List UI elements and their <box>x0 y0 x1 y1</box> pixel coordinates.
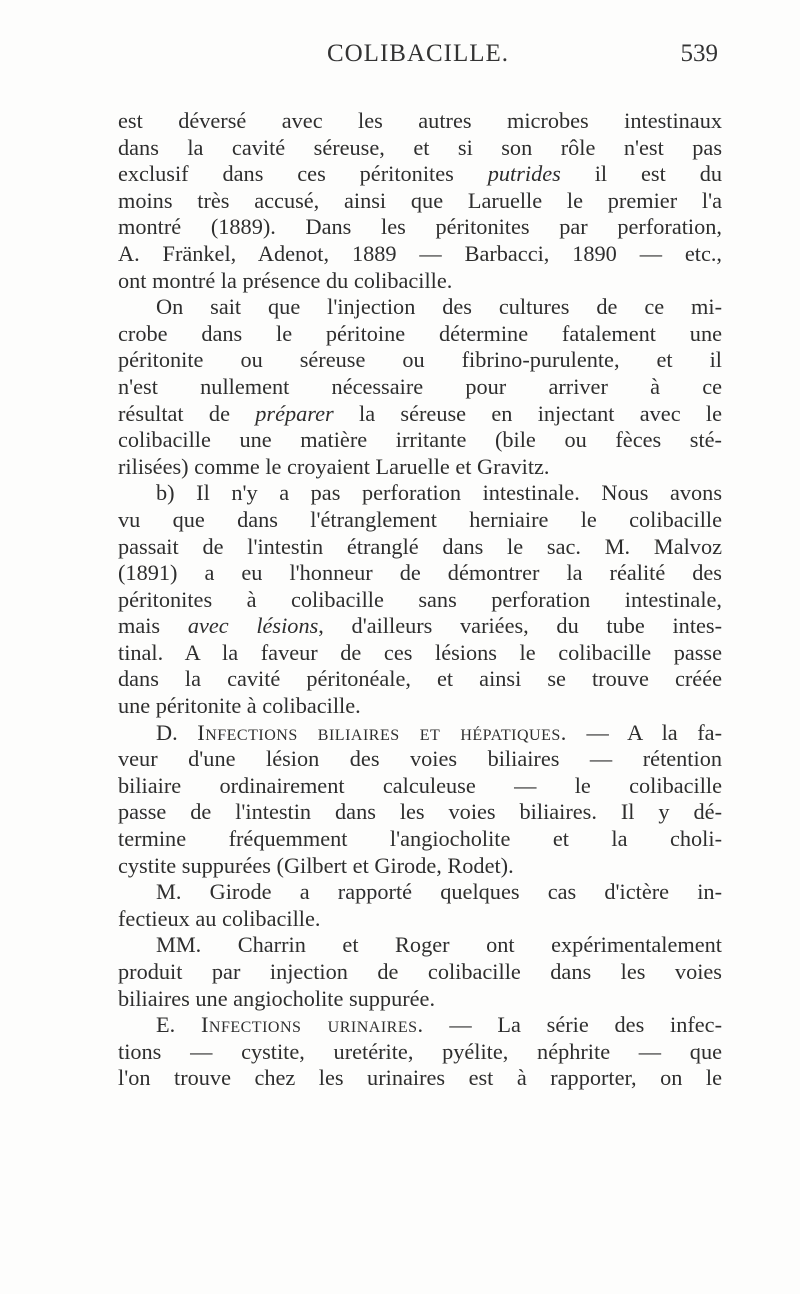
text-line: montré (1889). Dans les péritonites par perforation, <box>118 214 722 240</box>
text-segment: mais <box>118 613 188 639</box>
text-line: vu que dans l'étranglement herniaire le colibacille <box>118 506 722 532</box>
text-segment: — La série des infec- <box>423 1012 722 1038</box>
text-line: termine fréquemment l'angiocholite et la choli- <box>118 826 722 852</box>
text-line: b) Il n'y a pas perforation intestinale. Nous avons <box>156 480 722 506</box>
emphasis-avec-lesions: avec lésions <box>187 613 319 639</box>
text-segment: la séreuse en injectant avec le <box>333 400 722 426</box>
text-line: une péritonite à colibacille. <box>118 693 361 719</box>
text-line: n'est nullement nécessaire pour arriver à ce <box>118 373 722 399</box>
text-line: produit par injection de colibacille dans les voies <box>118 959 722 984</box>
text-segment: il est du <box>560 161 722 187</box>
text-line: MM. Charrin et Roger ont expérimentalement <box>156 932 722 958</box>
body-text <box>118 108 722 1092</box>
emphasis-putrides: putrides <box>487 161 561 187</box>
text-line <box>118 401 722 428</box>
text-line <box>118 161 722 188</box>
text-segment: exclusif dans ces péritonites <box>118 161 488 187</box>
text-line: veur d'une lésion des voies biliaires — rétention <box>118 746 722 772</box>
text-line: rilisées) comme le croyaient Laruelle et Gravitz. <box>118 453 550 479</box>
text-line: On sait que l'injection des cultures de ce mi- <box>156 294 722 320</box>
emphasis-preparer: préparer <box>255 400 334 426</box>
section-title-urinaires: Infections urinaires. <box>200 1012 424 1038</box>
text-line: passe de l'intestin dans les voies biliaires. Il y dé- <box>118 799 722 825</box>
text-line: crobe dans le péritoine détermine fatalement une <box>118 320 722 346</box>
text-line: péritonites à colibacille sans perforation intestinale, <box>118 586 722 612</box>
text-line: biliaires une angiocholite suppurée. <box>118 985 436 1011</box>
text-line: (1891) a eu l'honneur de démontrer la réalité des <box>118 560 722 586</box>
text-line: ont montré la présence du colibacille. <box>118 267 453 293</box>
text-line: cystite suppurées (Gilbert et Girode, Rodet). <box>118 852 514 878</box>
running-title: COLIBACILLE. <box>326 40 510 67</box>
section-heading-line <box>118 720 722 747</box>
text-line: dans la cavité péritonéale, et ainsi se trouve créée <box>118 666 722 692</box>
text-line: l'on trouve chez les urinaires est à rapporter, on le <box>118 1065 722 1091</box>
section-heading-line <box>118 1012 722 1039</box>
text-line: passait de l'intestin étranglé dans le sac. M. Malvoz <box>118 533 722 559</box>
running-head <box>118 40 718 72</box>
text-line: péritonite ou séreuse ou fibrino-purulente, et il <box>118 347 722 373</box>
text-segment: , d'ailleurs variées, du tube intes- <box>318 613 723 639</box>
text-line: colibacille une matière irritante (bile ou fèces sté- <box>118 427 722 453</box>
text-line: dans la cavité séreuse, et si son rôle n'est pas <box>118 134 722 160</box>
text-line <box>118 613 722 640</box>
text-line: biliaire ordinairement calculeuse — le colibacille <box>118 772 722 798</box>
text-line: est déversé avec les autres microbes intestinaux <box>118 108 722 133</box>
text-line: M. Girode a rapporté quelques cas d'ictère in- <box>156 879 722 905</box>
text-line: A. Fränkel, Adenot, 1889 — Barbacci, 1890 — etc., <box>118 240 722 266</box>
text-segment: résultat de <box>118 400 256 426</box>
text-line: tinal. A la faveur de ces lésions le colibacille passe <box>118 639 722 665</box>
text-segment: — A la fa- <box>566 719 722 745</box>
text-line: tions — cystite, uretérite, pyélite, néphrite — que <box>118 1038 722 1064</box>
text-line: moins très accusé, ainsi que Laruelle le premier l'a <box>118 187 722 213</box>
section-title-biliaires: Infections biliaires et hépatiques. <box>197 719 567 745</box>
page-number: 539 <box>680 40 718 67</box>
text-line: fectieux au colibacille. <box>118 905 321 931</box>
section-letter: D. <box>156 719 198 745</box>
section-letter: E. <box>156 1012 201 1038</box>
